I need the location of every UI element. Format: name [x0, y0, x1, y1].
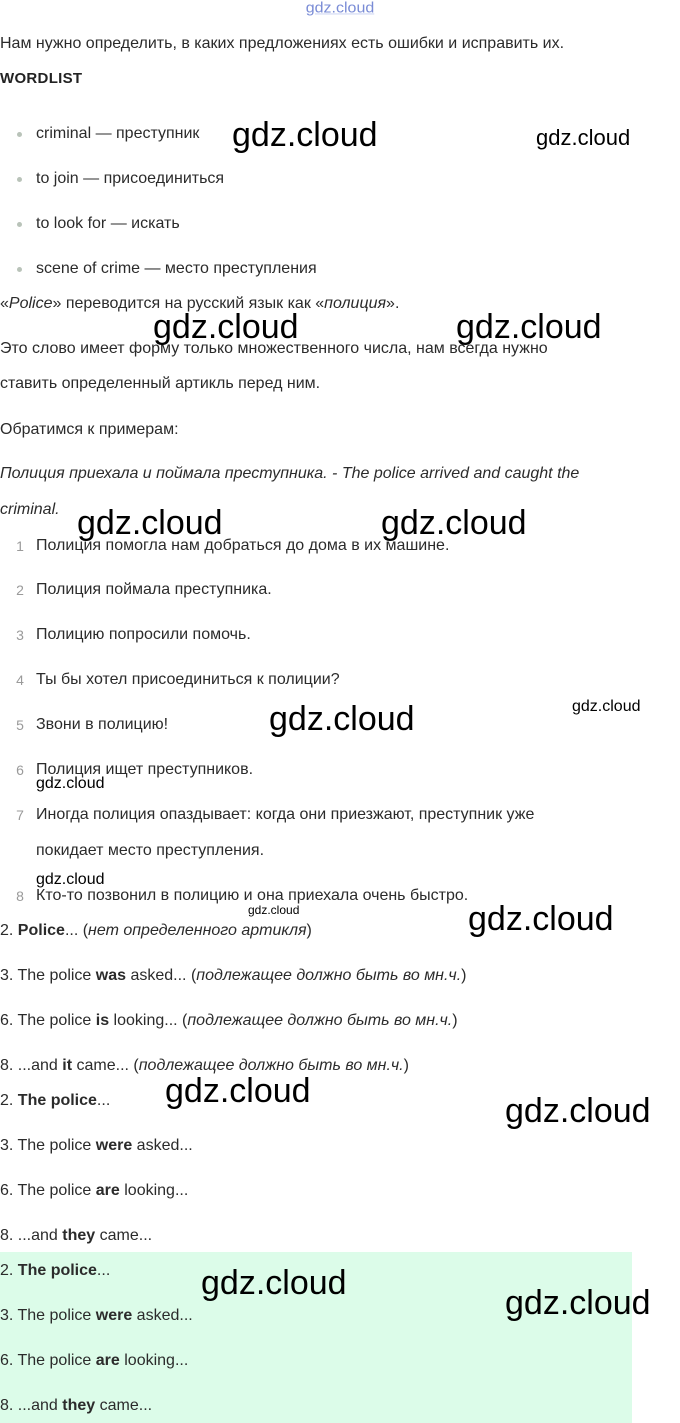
sentence-item: Полицию попросили помочь.	[36, 626, 251, 643]
wordlist-item: scene of crime — место преступления	[36, 260, 317, 277]
correction-line: 6. The police are looking...	[0, 1182, 189, 1199]
wordlist-item: criminal — преступник	[36, 125, 200, 142]
explanation-text: Обратимся к примерам:	[0, 421, 179, 438]
intro-text: Нам нужно определить, в каких предложениях есть ошибки и исправить их.	[0, 35, 565, 52]
police-translation-line: «Police» переводится на русский язык как «полиция».	[0, 295, 400, 312]
answer-line: 3. The police were asked...	[0, 1307, 193, 1324]
watermark: gdz.cloud	[536, 125, 631, 150]
wordlist-item: to look for — искать	[36, 215, 180, 232]
list-number: 5	[16, 717, 24, 733]
watermark: gdz.cloud	[468, 900, 614, 938]
error-line: 6. The police is looking... (подлежащее должно быть во мн.ч.)	[0, 1012, 458, 1029]
error-line: 8. ...and it came... (подлежащее должно быть во мн.ч.)	[0, 1057, 409, 1074]
watermark: gdz.cloud	[77, 504, 223, 542]
list-number: 3	[16, 627, 24, 643]
correction-line: 8. ...and they came...	[0, 1227, 153, 1244]
watermark: gdz.cloud	[505, 1092, 651, 1130]
list-number: 1	[16, 538, 24, 554]
watermark: gdz.cloud	[36, 871, 105, 888]
watermark: gdz.cloud	[201, 1264, 347, 1302]
list-bullet	[17, 132, 22, 137]
list-number: 4	[16, 672, 24, 688]
list-number: 7	[16, 807, 24, 823]
sentence-item: Кто-то позвонил в полицию и она приехала очень быстро.	[36, 887, 469, 904]
sentence-item: Иногда полиция опаздывает: когда они приезжают, преступник уже	[36, 806, 535, 823]
list-number: 6	[16, 762, 24, 778]
watermark: gdz.cloud	[269, 700, 415, 738]
watermark: gdz.cloud	[248, 903, 300, 917]
sentence-item: Полиция поймала преступника.	[36, 581, 272, 598]
watermark: gdz.cloud	[153, 308, 299, 346]
sentence-item: Ты бы хотел присоединиться к полиции?	[36, 671, 340, 688]
sentence-item: Полиция помогла нам добраться до дома в их машине.	[36, 537, 450, 554]
wordlist-title: WORDLIST	[0, 70, 83, 87]
sentence-item-continuation: покидает место преступления.	[36, 842, 265, 859]
error-line: 2. Police... (нет определенного артикля)	[0, 922, 312, 939]
error-line: 3. The police was asked... (подлежащее должно быть во мн.ч.)	[0, 967, 467, 984]
watermark: gdz.cloud	[505, 1284, 651, 1322]
watermark: gdz.cloud	[165, 1072, 311, 1110]
answer-line: 2. The police...	[0, 1262, 111, 1279]
watermark: gdz.cloud	[381, 504, 527, 542]
example-text: Полиция приехала и поймала преступника. - The police arrived and caught the	[0, 465, 580, 482]
wordlist-item: to join — присоединиться	[36, 170, 225, 187]
correction-line: 3. The police were asked...	[0, 1137, 193, 1154]
correction-line: 2. The police...	[0, 1092, 111, 1109]
answer-line: 6. The police are looking...	[0, 1352, 189, 1369]
example-text: criminal.	[0, 501, 60, 518]
explanation-text: Это слово имеет форму только множественного числа, нам всегда нужно	[0, 340, 548, 357]
watermark: gdz.cloud	[572, 698, 641, 715]
watermark: gdz.cloud	[232, 116, 378, 154]
explanation-text: ставить определенный артикль перед ним.	[0, 375, 321, 392]
answer-line: 8. ...and they came...	[0, 1397, 153, 1414]
sentence-item: Полиция ищет преступников.	[36, 761, 254, 778]
list-bullet	[17, 222, 22, 227]
list-number: 2	[16, 582, 24, 598]
site-logo[interactable]: gdz.cloud	[305, 0, 375, 17]
sentence-item: Звони в полицию!	[36, 716, 169, 733]
list-bullet	[17, 267, 22, 272]
watermark: gdz.cloud	[456, 308, 602, 346]
list-number: 8	[16, 888, 24, 904]
list-bullet	[17, 177, 22, 182]
watermark: gdz.cloud	[36, 775, 105, 792]
